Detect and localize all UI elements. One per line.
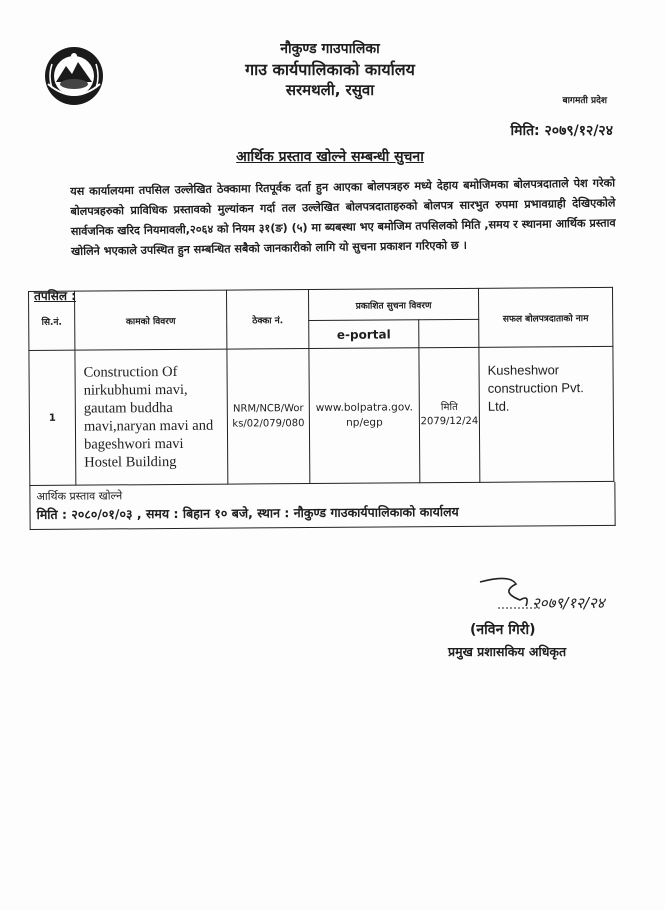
office-name: गाउ कार्यपालिकाको कार्यालय bbox=[245, 60, 415, 79]
notice-date: मिति: २०७९/१२/२४ bbox=[510, 123, 613, 139]
header-contract: ठेक्का नं. bbox=[226, 290, 308, 350]
notice-body: यस कार्यालयमा तपसिल उल्लेखित ठेक्कामा रितपूर्वक दर्ता हुन आएका बोलपत्रहरु मध्ये देहाय बमोजिमका बोलपत्रदाताले पेश गरेको बोलपत्रहरुको प्राविधिक प्रस्तावको मुल्यांकन गर्दा तल उल्लेखित बोलपत्रदाताहरुको बोलपत्र सारभुत रुपमा प्रभावग्राही देखिएकोले सार्वजनिक खरिद नियमावली,२०६४ को नियम ३१(ङ) (५) मा ब्यबस्था भए बमोजिम तपसिलको मिति ,समय र स्थानमा आर्थिक प्रस्ताव खोलिने भएकाले उपस्थित हुन सम्बन्धित सबैको जानकारीको लागि यो सुचना प्रकाशन गरिएको छ । bbox=[70, 176, 616, 258]
opening-details: मिति : २०८०/०१/०३ , समय : बिहान १० बजे, स्थान : नौकुण्ड गाउकार्यपालिकाको कार्यालय bbox=[36, 503, 459, 522]
schedule-table bbox=[28, 287, 614, 486]
cell-sn: 1 bbox=[29, 350, 76, 485]
schedule-label: तपसिल : bbox=[34, 289, 76, 303]
publish-date-value: 2079/12/24 bbox=[420, 415, 479, 428]
subject-text: आर्थिक प्रस्ताव खोल्ने सम्बन्धी सुचना bbox=[236, 149, 424, 165]
municipality-name: नौकुण्ड गाउपालिका bbox=[280, 41, 380, 57]
publish-date-label: मिति bbox=[440, 402, 458, 414]
notice-subject bbox=[130, 147, 530, 166]
signature-scrawl bbox=[470, 574, 640, 618]
table-row bbox=[29, 346, 614, 485]
signature-date: २०७९/१२/२४ bbox=[532, 594, 605, 612]
cell-work: Construction Of nirkubhumi mavi, gautam buddha mavi,naryan mavi and bageshwori mavi Hostel Building bbox=[75, 349, 228, 485]
opening-label: आर्थिक प्रस्ताव खोल्ने bbox=[36, 489, 123, 503]
cell-publish-date bbox=[419, 347, 480, 482]
government-emblem-icon bbox=[42, 44, 106, 108]
schedule-table-wrapper bbox=[28, 287, 614, 530]
header-blank bbox=[419, 319, 479, 347]
cell-vendor: Kusheshwor construction Pvt. Ltd. bbox=[479, 346, 614, 482]
cell-portal: www.bolpatra.gov.np/egp bbox=[309, 348, 420, 484]
signatory-name: (नविन गिरी) bbox=[470, 622, 536, 638]
opening-schedule bbox=[29, 482, 615, 530]
cell-contract: NRM/NCB/Works/02/079/080 bbox=[227, 349, 310, 485]
header-published: प्रकाशित सुचना विवरण bbox=[308, 288, 478, 320]
header-work: कामको विवरण bbox=[75, 290, 227, 350]
header-vendor: सफल बोलपत्रदाताको नाम bbox=[478, 287, 612, 347]
province-label: बागमती प्रदेश bbox=[562, 96, 607, 106]
office-address: सरमथली, रसुवा bbox=[285, 81, 375, 99]
office-header bbox=[180, 40, 480, 101]
header-eportal: e-portal bbox=[309, 320, 419, 349]
header-sn: सि.नं. bbox=[29, 291, 75, 350]
signatory-title: प्रमुख प्रशासकिय अधिकृत bbox=[448, 644, 567, 659]
